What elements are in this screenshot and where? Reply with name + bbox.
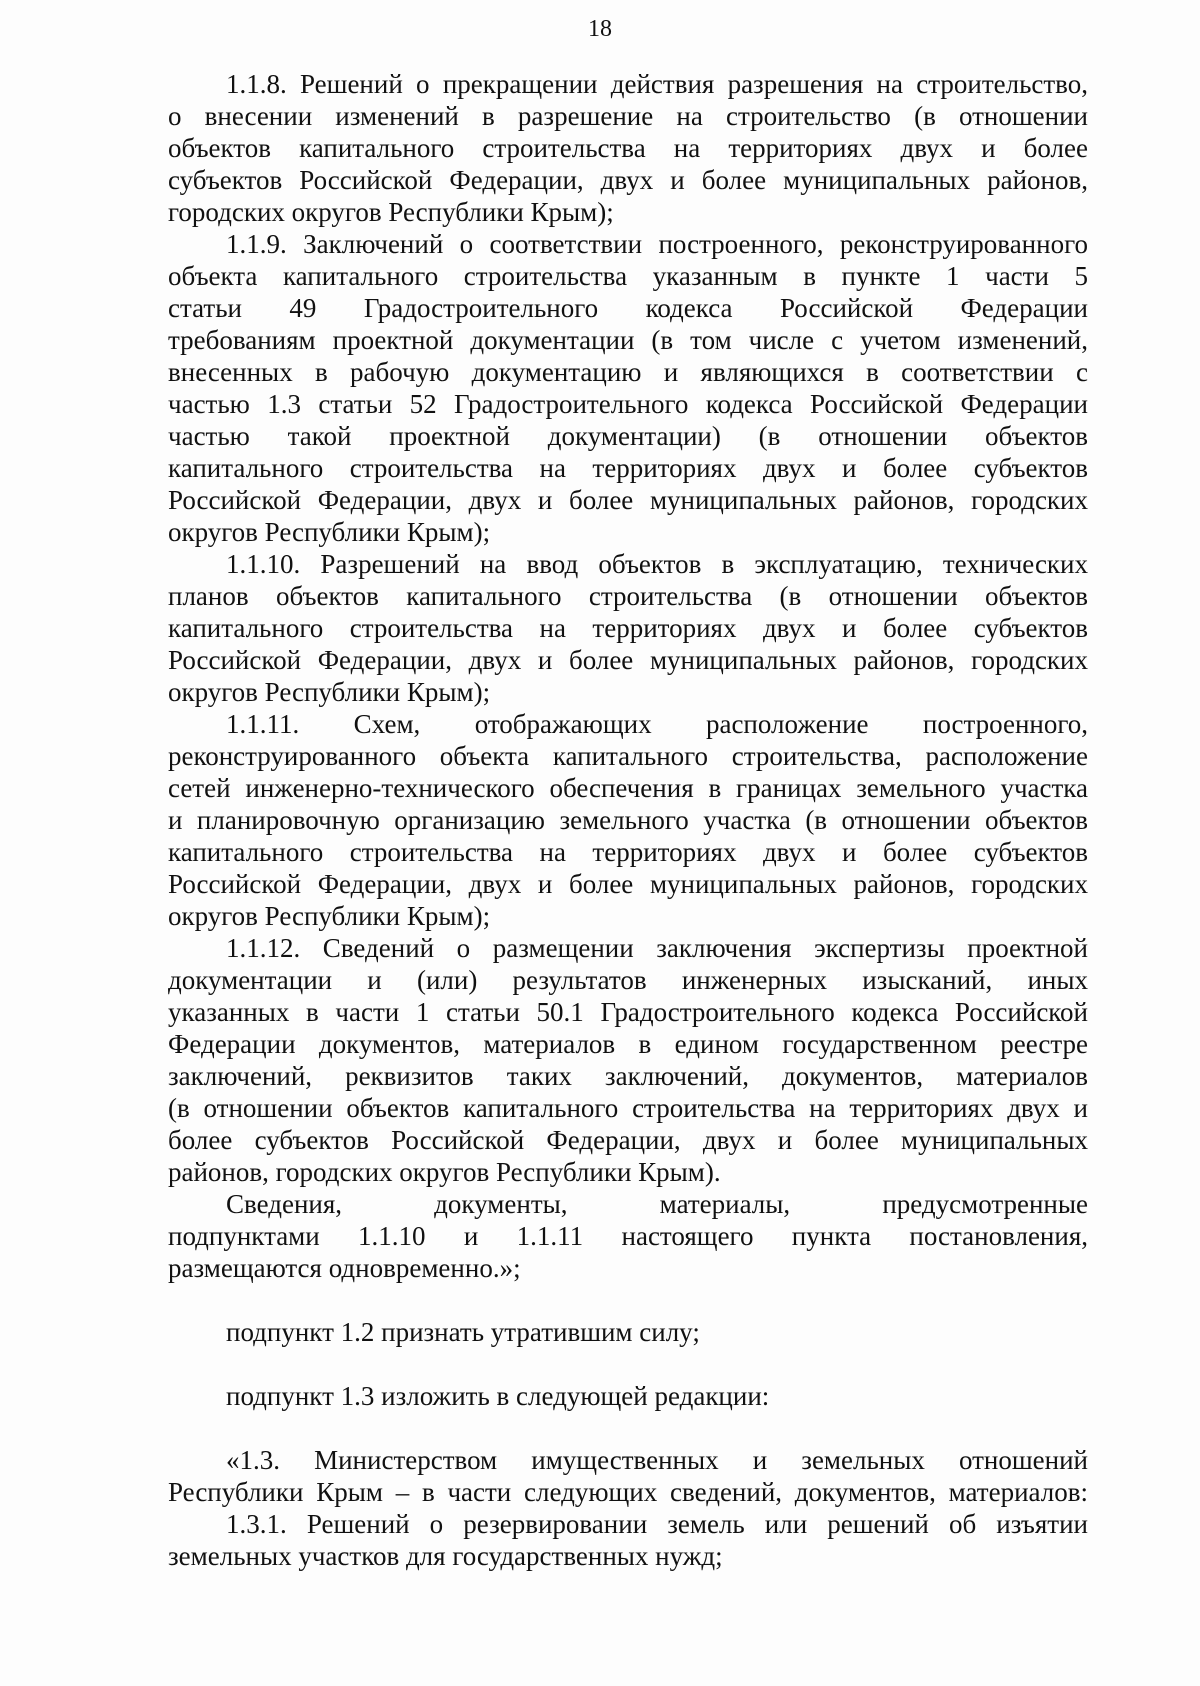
text-line: планов объектов капитального строительства (в отношении объектов: [168, 581, 1088, 611]
text-line: Федерации документов, материалов в едином государственном реестре: [168, 1029, 1088, 1059]
document-body: [168, 68, 1088, 1572]
text-line: субъектов Российской Федерации, двух и более муниципальных районов,: [168, 165, 1088, 195]
text-line: 1.1.12. Сведений о размещении заключения экспертизы проектной: [226, 933, 1088, 963]
text-line: объекта капитального строительства указанным в пункте 1 части 5: [168, 261, 1088, 291]
text-line: более субъектов Российской Федерации, двух и более муниципальных: [168, 1125, 1088, 1155]
text-line: Республики Крым – в части следующих сведений, документов, материалов:: [168, 1477, 1088, 1507]
text-line: 1.1.9. Заключений о соответствии построенного, реконструированного: [226, 229, 1088, 259]
text-line: частью 1.3 статьи 52 Градостроительного кодекса Российской Федерации: [168, 389, 1088, 419]
page-number: 18: [588, 16, 612, 42]
text-line: (в отношении объектов капитального строительства на территориях двух и: [168, 1093, 1088, 1123]
text-line: капитального строительства на территориях двух и более субъектов: [168, 613, 1088, 643]
text-line: Сведения, документы, материалы, предусмотренные: [226, 1189, 1088, 1219]
paragraph-gap: [168, 1284, 1088, 1316]
text-line: о внесении изменений в разрешение на строительство (в отношении: [168, 101, 1088, 131]
text-line: Российской Федерации, двух и более муниципальных районов, городских: [168, 645, 1088, 675]
text-line: Российской Федерации, двух и более муниципальных районов, городских: [168, 485, 1088, 515]
text-line: реконструированного объекта капитального строительства, расположение: [168, 741, 1088, 771]
text-line: 1.1.8. Решений о прекращении действия разрешения на строительство,: [226, 69, 1088, 99]
text-line: статьи 49 Градостроительного кодекса Российской Федерации: [168, 293, 1088, 323]
text-line: внесенных в рабочую документацию и являющихся в соответствии с: [168, 357, 1088, 387]
text-line: объектов капитального строительства на территориях двух и более: [168, 133, 1088, 163]
text-line: городских округов Республики Крым);: [168, 197, 614, 227]
text-line: требованиям проектной документации (в том числе с учетом изменений,: [168, 325, 1088, 355]
text-line: подпунктами 1.1.10 и 1.1.11 настоящего пункта постановления,: [168, 1221, 1088, 1251]
paragraph-gap: [168, 1412, 1088, 1444]
text-line: размещаются одновременно.»;: [168, 1253, 521, 1283]
text-line: сетей инженерно-технического обеспечения в границах земельного участка: [168, 773, 1088, 803]
text-line: капитального строительства на территориях двух и более субъектов: [168, 837, 1088, 867]
text-line: частью такой проектной документации) (в отношении объектов: [168, 421, 1088, 451]
text-line: заключений, реквизитов таких заключений, документов, материалов: [168, 1061, 1088, 1091]
text-line: округов Республики Крым);: [168, 677, 491, 707]
text-line: 1.1.10. Разрешений на ввод объектов в эксплуатацию, технических: [226, 549, 1088, 579]
text-line: подпункт 1.3 изложить в следующей редакции:: [226, 1381, 770, 1411]
text-line: указанных в части 1 статьи 50.1 Градостроительного кодекса Российской: [168, 997, 1088, 1027]
text-line: «1.3. Министерством имущественных и земельных отношений: [226, 1445, 1088, 1475]
text-line: округов Республики Крым);: [168, 901, 491, 931]
text-line: 1.1.11. Схем, отображающих расположение построенного,: [226, 709, 1088, 739]
text-line: капитального строительства на территориях двух и более субъектов: [168, 453, 1088, 483]
text-line: Российской Федерации, двух и более муниципальных районов, городских: [168, 869, 1088, 899]
text-line: и планировочную организацию земельного участка (в отношении объектов: [168, 805, 1088, 835]
text-line: округов Республики Крым);: [168, 517, 491, 547]
paragraph-gap: [168, 1348, 1088, 1380]
text-line: подпункт 1.2 признать утратившим силу;: [226, 1317, 700, 1347]
text-line: районов, городских округов Республики Крым).: [168, 1157, 721, 1187]
text-line: 1.3.1. Решений о резервировании земель или решений об изъятии: [226, 1509, 1088, 1539]
text-line: земельных участков для государственных нужд;: [168, 1541, 723, 1571]
text-line: документации и (или) результатов инженерных изысканий, иных: [168, 965, 1088, 995]
